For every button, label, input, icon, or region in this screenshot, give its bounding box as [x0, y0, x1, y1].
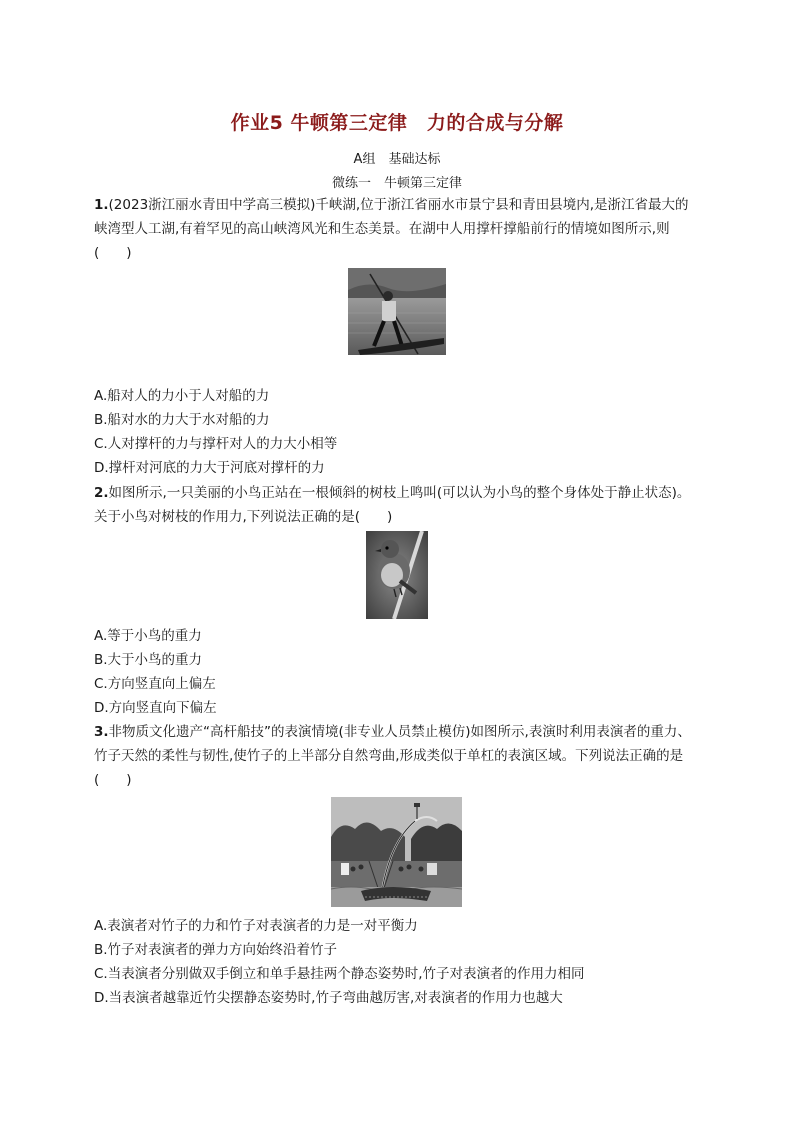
question-1-stem: 1.(2023浙江丽水青田中学高三模拟)千峡湖,位于浙江省丽水市景宁县和青田县境内,是浙江省最大的峡湾型人工湖,有着罕见的高山峡湾风光和生态美景。在湖中人用撑杆撑船前行的情境如图所示,则( ) — [94, 197, 689, 261]
question-3-option-c: C.当表演者分别做双手倒立和单手悬挂两个静态姿势时,竹子对表演者的作用力相同 — [94, 966, 585, 982]
question-2-figure-bird-branch — [366, 531, 428, 619]
question-1-figure-boat-pole — [348, 268, 446, 355]
question-1-option-b: B.船对水的力大于水对船的力 — [94, 412, 270, 428]
question-3-option-d: D.当表演者越靠近竹尖摆静态姿势时,竹子弯曲越厉害,对表演者的作用力也越大 — [94, 990, 563, 1006]
question-1-option-c: C.人对撑杆的力与撑杆对人的力大小相等 — [94, 436, 338, 452]
question-1-option-d: D.撑杆对河底的力大于河底对撑杆的力 — [94, 460, 325, 476]
question-2-option-b: B.大于小鸟的重力 — [94, 652, 203, 668]
section-heading: 微练一 牛顿第三定律 — [331, 176, 462, 191]
question-2-stem: 2.如图所示,一只美丽的小鸟正站在一根倾斜的树枝上鸣叫(可以认为小鸟的整个身体处于静止状态)。关于小鸟对树枝的作用力,下列说法正确的是( ) — [94, 485, 691, 525]
question-2-option-a: A.等于小鸟的重力 — [94, 628, 202, 644]
page-title: 作业5 牛顿第三定律 力的合成与分解 — [230, 112, 564, 134]
question-3-stem: 3.非物质文化遗产“高杆船技”的表演情境(非专业人员禁止模仿)如图所示,表演时利用表演者的重力、竹子天然的柔性与韧性,使竹子的上半部分自然弯曲,形成类似于单杠的表演区域。下列说法正确的是( ) — [94, 724, 691, 788]
question-3-option-a: A.表演者对竹子的力和竹子对表演者的力是一对平衡力 — [94, 918, 418, 934]
question-2-option-c: C.方向竖直向上偏左 — [94, 676, 216, 692]
question-2-option-d: D.方向竖直向下偏左 — [94, 700, 217, 716]
question-3-option-b: B.竹子对表演者的弹力方向始终沿着竹子 — [94, 942, 338, 958]
question-3-figure-bamboo-performance — [331, 797, 462, 907]
group-heading: A组 基础达标 — [353, 152, 441, 167]
question-1-option-a: A.船对人的力小于人对船的力 — [94, 388, 270, 404]
